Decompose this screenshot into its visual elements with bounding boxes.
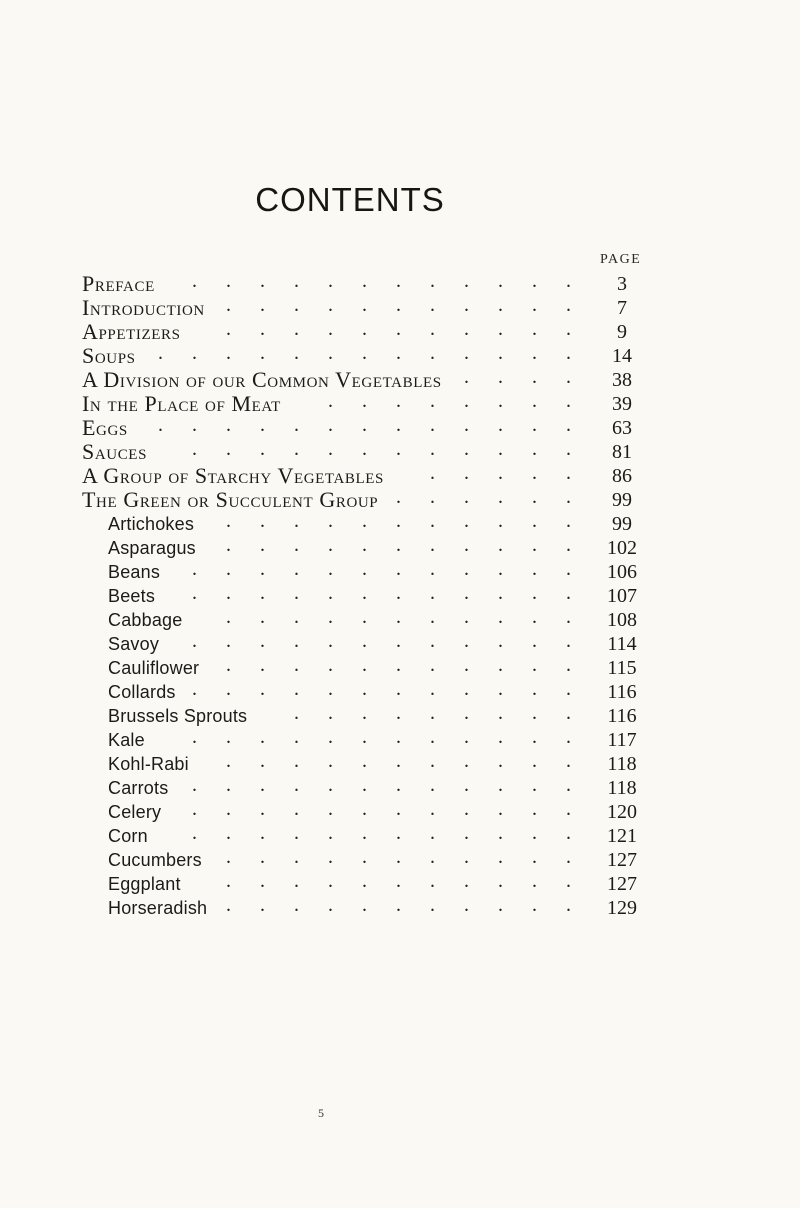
toc-entry-page: 129: [607, 897, 637, 919]
toc-entry: Beans . . . . . . . . . . . . 106: [0, 560, 800, 584]
toc-entry-title: Cabbage: [108, 610, 183, 630]
toc-entry-page: 120: [607, 801, 637, 823]
toc-entry-page: 39: [612, 393, 632, 415]
toc-entry-title: Savoy: [108, 634, 160, 654]
toc-entry: Sauces . . . . . . . . . . . . 81: [0, 440, 800, 464]
toc-entry-title: In the Place of Meat: [82, 391, 281, 416]
toc-entry-title: Celery: [108, 802, 162, 822]
toc-entry-page: 121: [607, 825, 637, 847]
toc-entry-title: Sauces: [82, 439, 148, 464]
toc-entry: Horseradish . . . . . . . . . . . 129: [0, 896, 800, 920]
toc-entry-page: 127: [607, 873, 637, 895]
toc-entry-page: 14: [612, 345, 632, 367]
toc-entry: Kohl-Rabi . . . . . . . . . . . 118: [0, 752, 800, 776]
toc-entry: A Division of our Common Vegetables . . . . 38: [0, 368, 800, 392]
toc-entry-title: A Division of our Common Vegetables: [82, 367, 442, 392]
toc-entry-title: Brussels Sprouts: [108, 706, 248, 726]
toc-entry-title: Artichokes: [108, 514, 195, 534]
toc-entry-page: 7: [617, 297, 627, 319]
toc-entry-title: Carrots: [108, 778, 169, 798]
toc-entry: Introduction . . . . . . . . . . . 7: [0, 296, 800, 320]
toc-entry-page: 115: [607, 657, 637, 679]
toc-entry-title: Collards: [108, 682, 176, 702]
toc-entry-page: 116: [607, 681, 637, 703]
toc-entry: Soups . . . . . . . . . . . . . 14: [0, 344, 800, 368]
toc-entry: Corn . . . . . . . . . . . . 121: [0, 824, 800, 848]
page-column-header: PAGE: [600, 252, 642, 267]
toc-entry: Celery . . . . . . . . . . . . 120: [0, 800, 800, 824]
toc-entry: In the Place of Meat . . . . . . . . 39: [0, 392, 800, 416]
toc-entry-page: 108: [607, 609, 637, 631]
toc-entry: A Group of Starchy Vegetables . . . . . 86: [0, 464, 800, 488]
toc-entry-title: Asparagus: [108, 538, 196, 558]
toc-entry-title: Appetizers: [82, 319, 181, 344]
toc-entry: Artichokes . . . . . . . . . . . 99: [0, 512, 800, 536]
toc-entry-title: Eggs: [82, 415, 128, 440]
toc-entry: Appetizers . . . . . . . . . . . 9: [0, 320, 800, 344]
toc-entry-page: 63: [612, 417, 632, 439]
toc-entry-page: 117: [607, 729, 637, 751]
toc-entry: Cabbage . . . . . . . . . . . 108: [0, 608, 800, 632]
toc-entry-title: Corn: [108, 826, 148, 846]
contents-list: [0, 272, 800, 920]
toc-entry-page: 106: [607, 561, 637, 583]
toc-entry-page: 3: [617, 273, 627, 295]
toc-entry-title: Cucumbers: [108, 850, 202, 870]
toc-entry: Eggs . . . . . . . . . . . . . 63: [0, 416, 800, 440]
toc-entry-page: 38: [612, 369, 632, 391]
toc-entry: Collards . . . . . . . . . . . . 116: [0, 680, 800, 704]
toc-entry-page: 127: [607, 849, 637, 871]
toc-entry-title: Horseradish: [108, 898, 208, 918]
toc-entry-title: Beans: [108, 562, 161, 582]
toc-entry-title: Eggplant: [108, 874, 181, 894]
toc-entry-page: 116: [607, 705, 637, 727]
toc-entry-title: Kale: [108, 730, 145, 750]
toc-entry-page: 99: [612, 513, 632, 535]
toc-entry-title: Preface: [82, 271, 155, 296]
toc-entry-page: 107: [607, 585, 637, 607]
toc-entry-page: 86: [612, 465, 632, 487]
toc-entry-page: 118: [607, 753, 637, 775]
toc-entry: Cucumbers . . . . . . . . . . . 127: [0, 848, 800, 872]
toc-entry-title: A Group of Starchy Vegetables: [82, 463, 384, 488]
toc-entry-title: Introduction: [82, 295, 205, 320]
toc-entry: Savoy . . . . . . . . . . . . 114: [0, 632, 800, 656]
toc-entry-title: Soups: [82, 343, 136, 368]
toc-entry-title: Cauliflower: [108, 658, 200, 678]
toc-entry-title: Beets: [108, 586, 156, 606]
toc-entry-page: 81: [612, 441, 632, 463]
toc-entry: Asparagus . . . . . . . . . . . 102: [0, 536, 800, 560]
toc-entry: Eggplant . . . . . . . . . . . 127: [0, 872, 800, 896]
toc-entry: The Green or Succulent Group . . . . . . 99: [0, 488, 800, 512]
toc-entry: Carrots . . . . . . . . . . . . 118: [0, 776, 800, 800]
page-title: CONTENTS: [255, 181, 445, 218]
toc-entry-page: 118: [607, 777, 637, 799]
toc-entry-page: 99: [612, 489, 632, 511]
toc-entry-page: 9: [617, 321, 627, 343]
toc-entry: Beets . . . . . . . . . . . . 107: [0, 584, 800, 608]
toc-entry-title: The Green or Succulent Group: [82, 487, 379, 512]
toc-entry: Preface . . . . . . . . . . . . 3: [0, 272, 800, 296]
toc-entry: Brussels Sprouts . . . . . . . . . 116: [0, 704, 800, 728]
toc-entry: Kale . . . . . . . . . . . . 117: [0, 728, 800, 752]
toc-entry-page: 102: [607, 537, 637, 559]
toc-entry-title: Kohl-Rabi: [108, 754, 189, 774]
toc-entry-page: 114: [607, 633, 637, 655]
page-footer-mark: 5: [318, 1106, 324, 1120]
toc-entry: Cauliflower . . . . . . . . . . . 115: [0, 656, 800, 680]
